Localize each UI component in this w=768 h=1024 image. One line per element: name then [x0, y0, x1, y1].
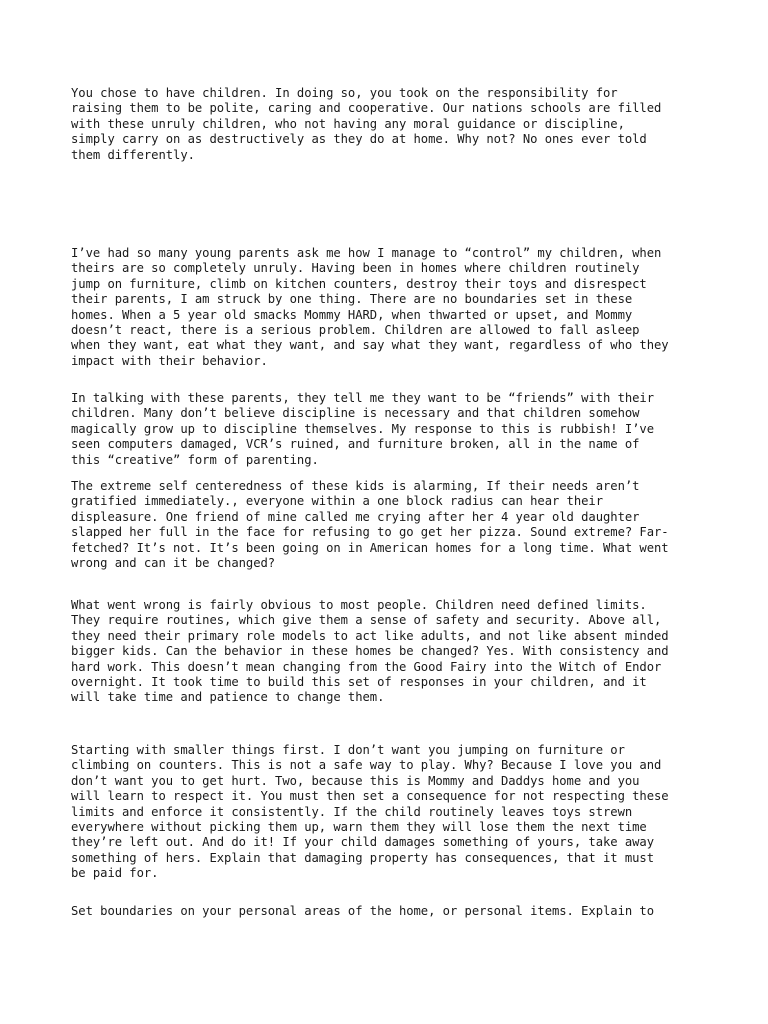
paragraph-smaller-things: Starting with smaller things first. I don’t want you jumping on furniture or climbing on counters. This is not a safe way to play. Why? Because I love you and don’t want you to get hurt. Two, because this is Mommy and Daddys home and you will learn to respect it. You must then set a consequence for not respecting these limits and enforce it consistently. If the child routinely leaves toys strewn everywhere without picking them up, warn them they will lose them the next time they’re left out. And do it! If your child damages something of yours, take away something of hers. Explain that damaging property has consequences, that it must be paid for.	[71, 743, 669, 881]
paragraph-self-centeredness: The extreme self centeredness of these kids is alarming, If their needs aren’t gratified immediately., everyone within a one block radius can hear their displeasure. One friend of mine called me crying after her 4 year old daughter slapped her full in the face for refusing to go get her pizza. Sound extreme? Far- fetched? It’s not. It’s been going on in American homes for a long time. What went wrong and can it be changed?	[71, 479, 669, 571]
paragraph-responsibility: You chose to have children. In doing so, you took on the responsibility for raising them to be polite, caring and cooperative. Our nations schools are filled with these unruly children, who not having any moral guidance or discipline, simply carry on as destructively as they do at home. Why not? No ones ever told them differently.	[71, 86, 662, 162]
paragraph-boundaries: Set boundaries on your personal areas of the home, or personal items. Explain to	[71, 904, 655, 918]
paragraph-friends-parenting: In talking with these parents, they tell me they want to be “friends” with their children. Many don’t believe discipline is necessary and that children somehow magically grow up to discipline themselves. My response to this is rubbish! I’ve seen computers damaged, VCR’s ruined, and furniture broken, all in the name of this “creative” form of parenting.	[71, 391, 655, 467]
paragraph-unruly-homes: I’ve had so many young parents ask me how I manage to “control” my children, when theirs are so completely unruly. Having been in homes where children routinely jump on furniture, climb on kitchen counters, destroy their toys and disrespect their parents, I am struck by one thing. There are no boundaries set in these homes. When a 5 year old smacks Mommy HARD, when thwarted or upset, and Mommy doesn’t react, there is a serious problem. Children are allowed to fall asleep when they want, eat what they want, and say what they want, regardless of who they impact with their behavior.	[71, 246, 669, 368]
paragraph-what-went-wrong: What went wrong is fairly obvious to most people. Children need defined limits. They require routines, which give them a sense of safety and security. Above all, they need their primary role models to act like adults, and not like absent minded bigger kids. Can the behavior in these homes be changed? Yes. With consistency and hard work. This doesn’t mean changing from the Good Fairy into the Witch of Endor overnight. It took time to build this set of responses in your children, and it will take time and patience to change them.	[71, 598, 669, 705]
